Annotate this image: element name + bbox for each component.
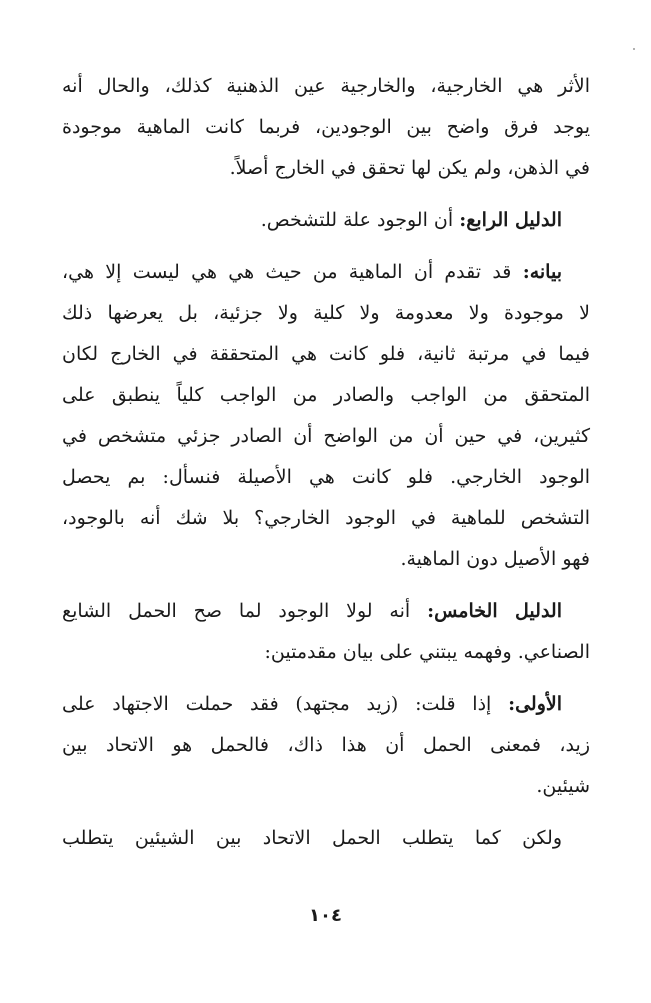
- page-number: ١٠٤: [309, 905, 342, 926]
- paragraph-continuation: [62, 66, 590, 189]
- text-line: الصناعي. وفهمه يبتني على بيان مقدمتين:: [264, 641, 590, 663]
- text-line: الوجود الخارجي. فلو كانت هي الأصيلة فنسأل: بم يحصل: [62, 466, 590, 488]
- text-line: يوجد فرق واضح بين الوجودين، فربما كانت الماهية موجودة: [62, 116, 590, 138]
- text-line: الأثر هي الخارجية، والخارجية عين الذهنية كذلك، والحال أنه: [62, 75, 590, 97]
- text-line: [62, 252, 590, 293]
- heading-explanation: بيانه:: [522, 261, 562, 283]
- text-line: [62, 591, 590, 632]
- text-line: ولكن كما يتطلب الحمل الاتحاد بين الشيئين يتطلب: [62, 827, 562, 849]
- text-line: شيئين.: [536, 775, 590, 797]
- paragraph-explanation: [62, 252, 590, 580]
- page-body: [62, 66, 590, 859]
- text-line: لا موجودة ولا معدومة ولا كلية ولا جزئية، بل يعرضها ذلك: [62, 302, 590, 324]
- text-line: [62, 200, 590, 241]
- paragraph-first-premise: [62, 684, 590, 807]
- paragraph-continued: [62, 818, 590, 859]
- text-run: أنه لولا الوجود لما صح الحمل الشايع: [62, 600, 428, 622]
- text-line: فيما في مرتبة ثانية، فلو كانت هي المتحققة في الخارج لكان: [62, 343, 590, 365]
- text-line: زيد، فمعنى الحمل أن هذا ذاك، فالحمل هو الاتحاد بين: [62, 734, 590, 756]
- heading-fourth-proof: الدليل الرابع:: [459, 209, 562, 231]
- paragraph-fourth-proof: [62, 200, 590, 241]
- text-run: أن الوجود علة للتشخص.: [260, 209, 460, 231]
- text-line: في الذهن، ولم يكن لها تحقق في الخارج أصلاً.: [229, 157, 590, 179]
- text-run: إذا قلت: (زيد مجتهد) فقد حملت الاجتهاد على: [62, 693, 509, 715]
- heading-fifth-proof: الدليل الخامس:: [427, 600, 562, 622]
- scan-speck: [633, 48, 635, 50]
- text-run: قد تقدم أن الماهية من حيث هي هي ليست إلا هي،: [62, 261, 523, 283]
- text-line: كثيرين، في حين أن من الواضح أن الصادر جزئي متشخص في: [62, 425, 590, 447]
- text-line: فهو الأصيل دون الماهية.: [400, 548, 590, 570]
- paragraph-fifth-proof: [62, 591, 590, 673]
- text-line: [62, 684, 590, 725]
- heading-first-premise: الأولى:: [508, 693, 562, 715]
- text-line: التشخص للماهية في الوجود الخارجي؟ بلا شك أنه بالوجود،: [62, 507, 590, 529]
- text-line: المتحقق من الواجب والصادر من الواجب كلياً ينطبق على: [62, 384, 590, 406]
